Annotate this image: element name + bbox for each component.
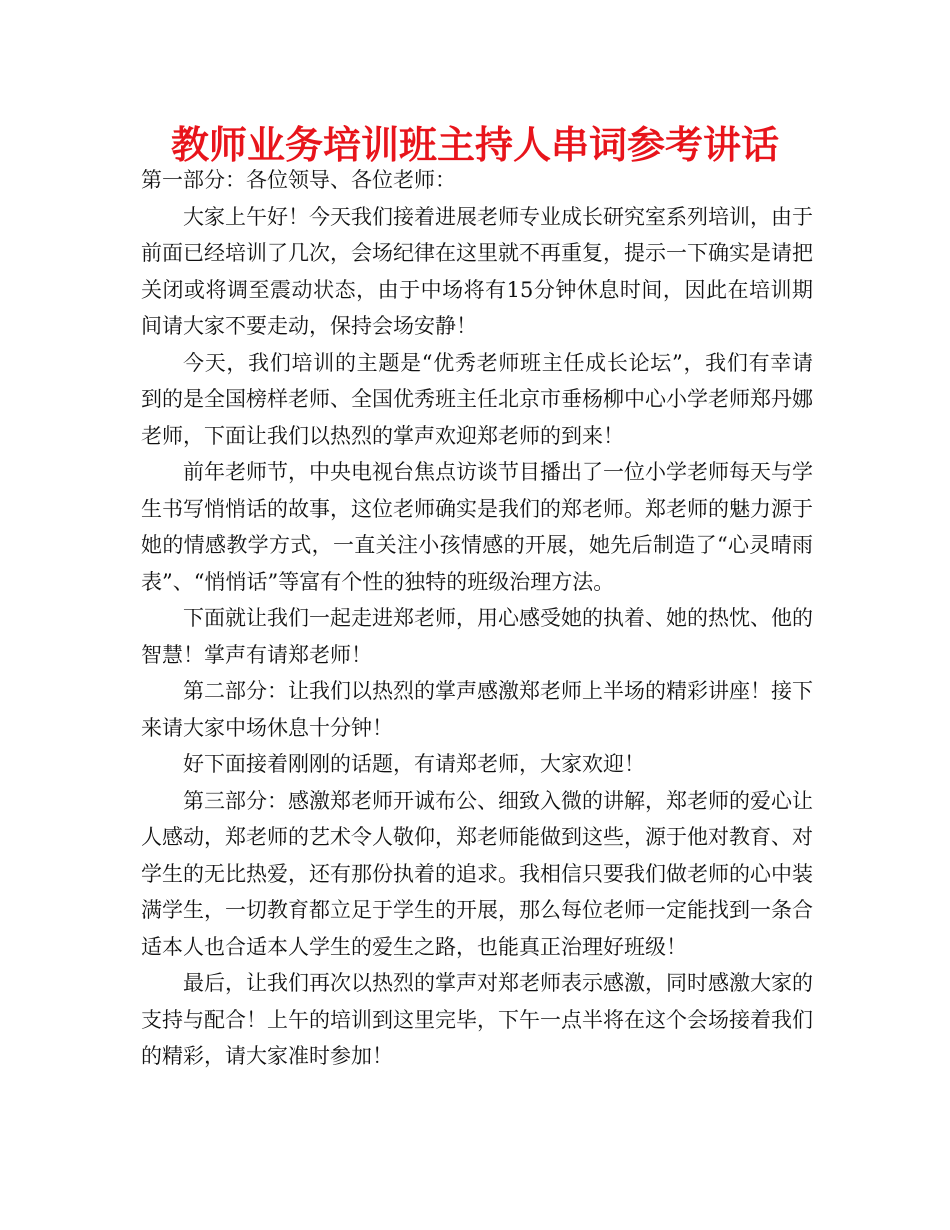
paragraph-resume: 好下面接着刚刚的话题，有请郑老师，大家欢迎！: [183, 752, 645, 776]
paragraph-introduction: 前年老师节，中央电视台焦点访谈节目播出了一位小学老师每天与学生书写悄悄话的故事，这位老师确实是我们的郑老师。郑老师的魅力源于她的情感教学方式，一直关注小孩情感的开展，她先后制造了“心灵晴雨表”、“悄悄话”等富有个性的独特的班级治理方法。: [141, 460, 813, 594]
document-title: 教师业务培训班主持人串词参考讲话: [170, 123, 779, 167]
paragraph-part-three: 第三部分：感激郑老师开诚布公、细致入微的讲解，郑老师的爱心让人感动，郑老师的艺术令人敬仰，郑老师能做到这些，源于他对教育、对学生的无比热爱，还有那份执着的追求。我相信只要我们做老师的心中装满学生，一切教育都立足于学生的开展，那么每位老师一定能找到一条合适本人也合适本人学生的爱生之路，也能真正治理好班级！: [141, 788, 813, 959]
document-body: [141, 162, 813, 1075]
section-heading-part-one: 第一部分：各位领导、各位老师：: [141, 168, 456, 192]
paragraph-theme: 今天，我们培训的主题是“优秀老师班主任成长论坛”，我们有幸请到的是全国榜样老师、全国优秀班主任北京市垂杨柳中心小学老师郑丹娜老师，下面让我们以热烈的掌声欢迎郑老师的到来！: [141, 350, 813, 448]
paragraph-invitation: 下面就让我们一起走进郑老师，用心感受她的执着、她的热忱、他的智慧！掌声有请郑老师！: [141, 606, 813, 667]
paragraph-closing: 最后，让我们再次以热烈的掌声对郑老师表示感激，同时感激大家的支持与配合！上午的培训到这里完毕，下午一点半将在这个会场接着我们的精彩，请大家准时参加！: [141, 971, 813, 1068]
paragraph-greeting: 大家上午好！今天我们接着进展老师专业成长研究室系列培训，由于前面已经培训了几次，会场纪律在这里就不再重复，提示一下确实是请把关闭或将调至震动状态，由于中场将有15分钟休息时间，因此在培训期间请大家不要走动，保持会场安静！: [141, 204, 813, 338]
paragraph-part-two: 第二部分：让我们以热烈的掌声感激郑老师上半场的精彩讲座！接下来请大家中场休息十分钟！: [141, 679, 813, 740]
